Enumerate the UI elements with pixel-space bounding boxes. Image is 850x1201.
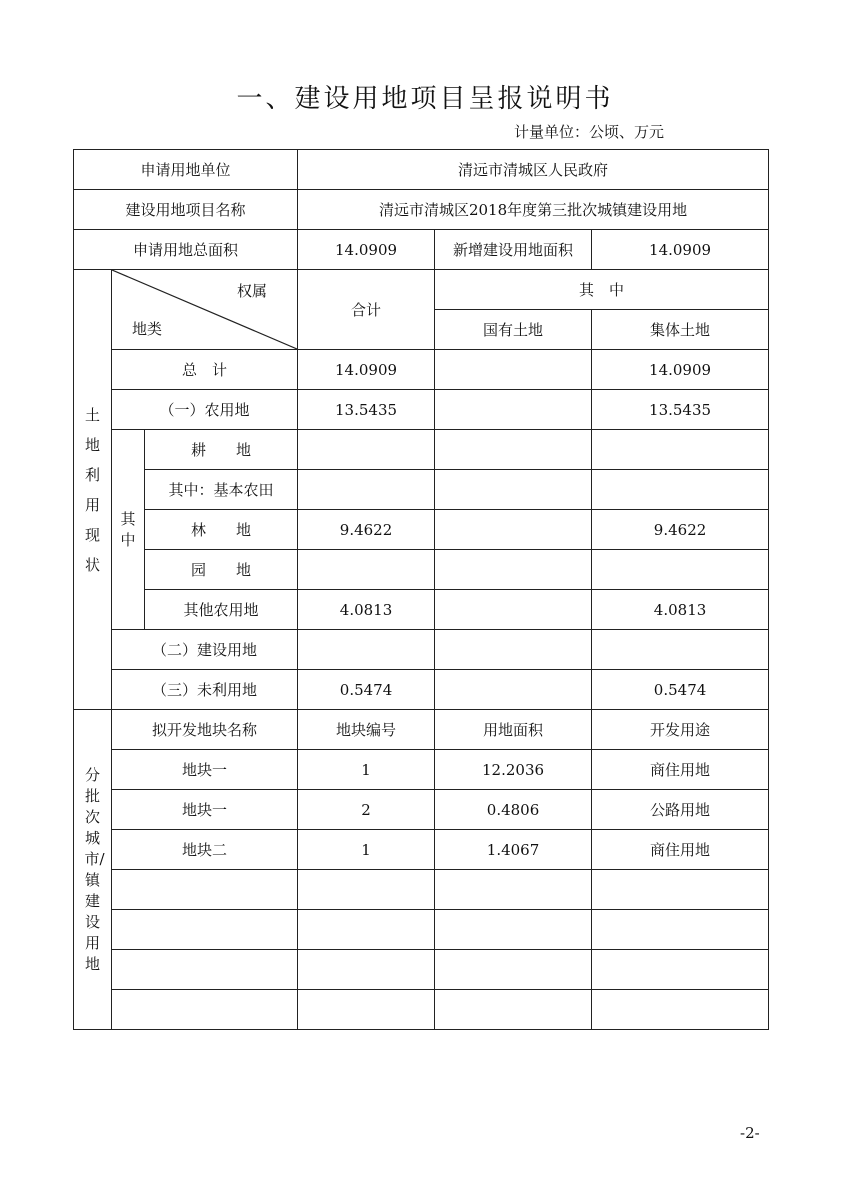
row-collective: 14.0909	[592, 350, 769, 390]
diag-bottom-label: 地类	[132, 320, 163, 338]
page-title: 一、建设用地项目呈报说明书	[236, 84, 614, 114]
row-state	[435, 350, 592, 390]
row-collective: 0.5474	[592, 670, 769, 710]
new-area-value: 14.0909	[592, 230, 769, 270]
plot-number	[298, 950, 435, 990]
row-label: 耕 地	[145, 430, 298, 470]
of-which-label: 其中	[112, 430, 145, 630]
table-row	[74, 990, 769, 1030]
row-collective: 4.0813	[592, 590, 769, 630]
col-collective-header: 集体土地	[592, 310, 769, 350]
plot-area	[435, 910, 592, 950]
table-row	[74, 470, 769, 510]
table-row	[74, 550, 769, 590]
row-total	[298, 550, 435, 590]
row-collective	[592, 470, 769, 510]
plot-use: 商住用地	[592, 750, 769, 790]
row-label: （三）未利用地	[112, 670, 298, 710]
row-state	[435, 630, 592, 670]
diagonal-header-cell	[112, 270, 298, 350]
row-total: 4.0813	[298, 590, 435, 630]
col-of-which-header: 其 中	[435, 270, 769, 310]
project-name-value: 清远市清城区2018年度第三批次城镇建设用地	[298, 190, 769, 230]
row-state	[435, 670, 592, 710]
col-total-header: 合计	[298, 270, 435, 350]
plot-name: 地块一	[112, 750, 298, 790]
total-area-label: 申请用地总面积	[74, 230, 298, 270]
row-state	[435, 550, 592, 590]
table-row	[74, 830, 769, 870]
col-state-header: 国有土地	[435, 310, 592, 350]
table-row	[74, 790, 769, 830]
table-row	[74, 590, 769, 630]
plot-area	[435, 870, 592, 910]
plot-use	[592, 990, 769, 1030]
plot-area: 12.2036	[435, 750, 592, 790]
plot-area	[435, 950, 592, 990]
page-number: -2-	[740, 1124, 760, 1142]
land-status-section-label: 土地利用现状	[74, 270, 112, 710]
row-label: 其中：基本农田	[145, 470, 298, 510]
row-total	[298, 470, 435, 510]
row-collective	[592, 430, 769, 470]
plot-name	[112, 990, 298, 1030]
row-label: 园 地	[145, 550, 298, 590]
land-use-form-table	[73, 149, 769, 1030]
table-row	[74, 350, 769, 390]
total-area-value: 14.0909	[298, 230, 435, 270]
row-state	[435, 430, 592, 470]
plot-use: 商住用地	[592, 830, 769, 870]
row-label: 总 计	[112, 350, 298, 390]
table-row	[74, 750, 769, 790]
unit-label: 计量单位：公顷、万元	[514, 123, 665, 141]
plot-name	[112, 910, 298, 950]
row-total	[298, 630, 435, 670]
plot-name: 地块一	[112, 790, 298, 830]
plot-number: 1	[298, 830, 435, 870]
table-row	[74, 950, 769, 990]
row-collective	[592, 550, 769, 590]
plot-number	[298, 870, 435, 910]
row-total: 0.5474	[298, 670, 435, 710]
row-collective: 13.5435	[592, 390, 769, 430]
applicant-value: 清远市清城区人民政府	[298, 150, 769, 190]
col-plot-area-header: 用地面积	[435, 710, 592, 750]
col-plot-name-header: 拟开发地块名称	[112, 710, 298, 750]
land-status-header-row-1	[74, 270, 769, 310]
applicant-label: 申请用地单位	[74, 150, 298, 190]
plot-use	[592, 870, 769, 910]
row-state	[435, 590, 592, 630]
plot-name	[112, 870, 298, 910]
plot-use	[592, 910, 769, 950]
table-row	[74, 910, 769, 950]
applicant-row	[74, 150, 769, 190]
new-area-label: 新增建设用地面积	[435, 230, 592, 270]
diag-top-label: 权属	[237, 282, 268, 300]
col-plot-number-header: 地块编号	[298, 710, 435, 750]
row-total	[298, 430, 435, 470]
table-row	[74, 510, 769, 550]
row-total: 13.5435	[298, 390, 435, 430]
row-total: 14.0909	[298, 350, 435, 390]
plot-use: 公路用地	[592, 790, 769, 830]
plot-number	[298, 990, 435, 1030]
table-row	[74, 670, 769, 710]
row-collective: 9.4622	[592, 510, 769, 550]
row-collective	[592, 630, 769, 670]
project-name-label: 建设用地项目名称	[74, 190, 298, 230]
row-state	[435, 390, 592, 430]
plot-name: 地块二	[112, 830, 298, 870]
total-area-row	[74, 230, 769, 270]
plot-use	[592, 950, 769, 990]
table-row	[74, 430, 769, 470]
table-row	[74, 630, 769, 670]
project-name-row	[74, 190, 769, 230]
plot-number	[298, 910, 435, 950]
row-state	[435, 470, 592, 510]
plots-header-row	[74, 710, 769, 750]
row-label: 林 地	[145, 510, 298, 550]
row-label: （二）建设用地	[112, 630, 298, 670]
row-label: （一）农用地	[112, 390, 298, 430]
row-state	[435, 510, 592, 550]
plot-name	[112, 950, 298, 990]
plots-section-label: 分批次城市/镇建设用地	[74, 710, 112, 1030]
table-row	[74, 390, 769, 430]
plot-area	[435, 990, 592, 1030]
plot-number: 2	[298, 790, 435, 830]
table-row	[74, 870, 769, 910]
plot-area: 1.4067	[435, 830, 592, 870]
col-plot-use-header: 开发用途	[592, 710, 769, 750]
row-label: 其他农用地	[145, 590, 298, 630]
row-total: 9.4622	[298, 510, 435, 550]
plot-number: 1	[298, 750, 435, 790]
plot-area: 0.4806	[435, 790, 592, 830]
